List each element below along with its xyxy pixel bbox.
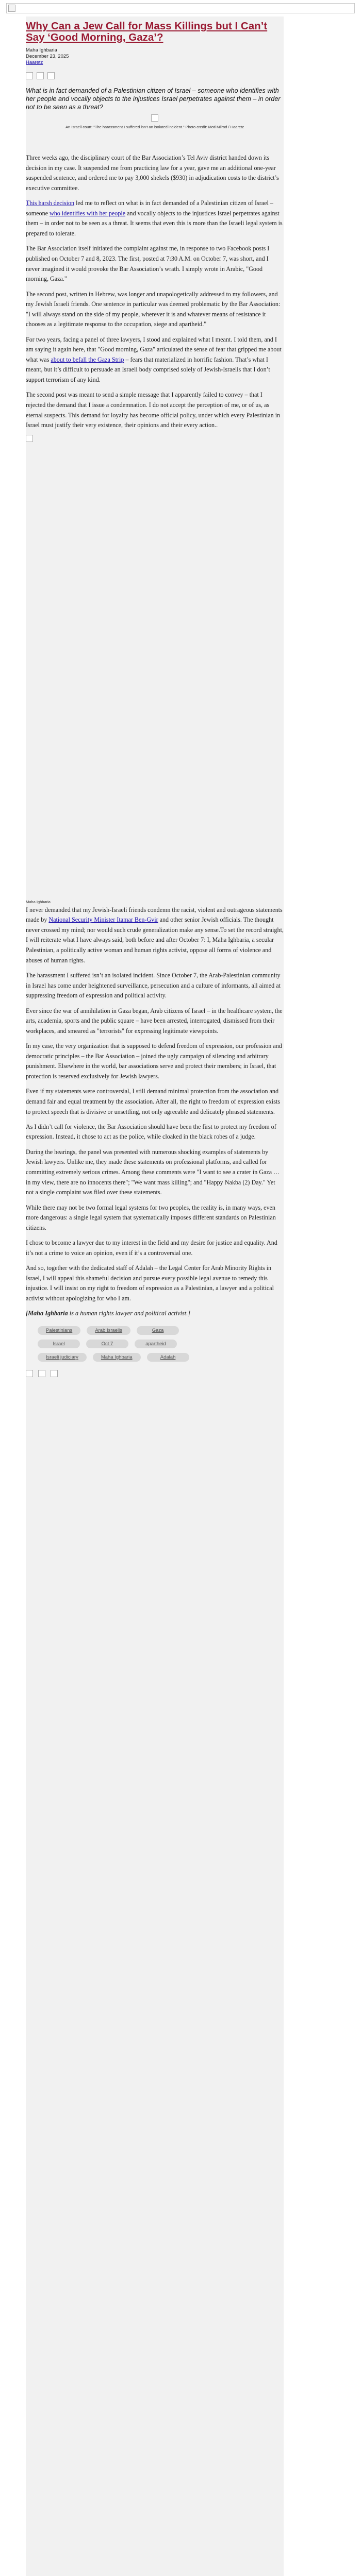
paragraph: As I didn’t call for violence, the Bar Association should have been the first to protect my freedom of expression. Instead, it chose to act as the police, while cloaked in the black robes of a judge. bbox=[26, 1123, 276, 1141]
share-facebook-icon[interactable] bbox=[26, 72, 33, 79]
tag-link[interactable]: Palestinians bbox=[38, 1326, 80, 1335]
inline-link[interactable]: This harsh decision bbox=[26, 199, 75, 207]
image-caption: An Israeli court: "The harassment I suffered isn't an isolated incident." Photo credit: Moti Milrod / Haaretz bbox=[65, 125, 244, 129]
broken-image-icon bbox=[151, 114, 158, 122]
share-facebook-icon[interactable] bbox=[26, 1370, 33, 1377]
article bbox=[26, 21, 284, 1377]
paragraph: For two years, facing a panel of three lawyers, I stood and explained what I meant. I told them, and I am saying it again here, that "Good morning, Gaza" articulated the sense of fear that gripped me about what was about to befall the Gaza Strip – fears that materialized in horrific fashion. That’s what I meant, but it’s difficult to persuade an Israeli body comprised solely of Jewish-Israelis that I don’t support terrorism of any kind. bbox=[26, 335, 282, 384]
paragraph: In my case, the very organization that is supposed to defend freedom of expression, our profession and democratic principles – the Bar Association – joined the ugly campaign of silencing and arbitrary punishment. Elsewhere in the world, bar associations serve and protect their members; in Israel, that protection is reserved exclusively for Jewish lawyers. bbox=[26, 1042, 282, 1080]
article-deck: What is in fact demanded of a Palestinian citizen of Israel – someone who identifies with her people and vocally objects to the injustices Israel perpetrates against them – in order not to be seen as a threat? bbox=[26, 87, 281, 111]
inline-link[interactable]: National Security Minister Itamar Ben-Gvir bbox=[48, 916, 158, 924]
tag-link[interactable]: Gaza bbox=[137, 1326, 179, 1335]
paragraph: During the hearings, the panel was presented with numerous shocking examples of statements by Jewish lawyers. Unlike me, they made these statements on professional platforms, and called for committing extremely serious crimes. Among these comments were "I want to see a crater in Gaza … in my view, there are no innocents there"; "We want mass killing"; and "Happy Nakba (2) Day." Yet not a single complaint was filed over these statements. bbox=[26, 1148, 280, 1196]
share-icons bbox=[26, 72, 284, 79]
outlet-link[interactable]: Haaretz bbox=[26, 60, 43, 65]
inline-link[interactable]: about to befall the Gaza Strip bbox=[51, 355, 124, 363]
broken-image-icon bbox=[26, 435, 33, 442]
author-photo bbox=[26, 435, 284, 899]
broken-image-icon bbox=[8, 5, 15, 12]
paragraph: While there may not be two formal legal systems for two peoples, the reality is, in many ways, even more dangerous: a single legal system that systematically imposes different standards on Palestinian citizens. bbox=[26, 1204, 276, 1231]
paragraph: This harsh decision led me to reflect on what is in fact demanded of a Palestinian citizen of Israel – someone who identifies with her people and vocally objects to the injustices Israel perpetrates against them – in order not to be seen as a threat. It seems that even this is more than the Israeli legal system is prepared to tolerate. bbox=[26, 199, 283, 237]
paragraph: And so, together with the dedicated staff of Adalah – the Legal Center for Arab Minority Rights in Israel, I will appeal this shameful decision and pursue every possible legal avenue to remedy this injustice. I will insist on my right to freedom of expression as a Palestinian, a lawyer and a political activist without apologizing for who I am. bbox=[26, 1264, 274, 1302]
paragraph: The second post was meant to send a simple message that I apparently failed to convey – that I rejected the demand that I issue a condemnation. I do not accept the perception of me, or of us, as eternal suspects. This demand for loyalty has become official policy, under which every Palestinian in Israel must justify their very existence, their opinions and their every action.. bbox=[26, 391, 281, 429]
inline-link[interactable]: who identifies with her people bbox=[50, 209, 126, 217]
publish-date: December 23, 2025 bbox=[26, 54, 69, 59]
tag-link[interactable]: apartheid bbox=[135, 1340, 177, 1348]
share-email-icon[interactable] bbox=[51, 1370, 58, 1377]
paragraph: The second post, written in Hebrew, was longer and unapologetically addressed to my followers, and my Jewish Israeli friends. One sentence in particular was deemed problematic by the Bar Association: "I will always stand on the side of my people, wherever it is and whatever means of resistance it chooses as a legitimate response to the occupation, siege and apartheid." bbox=[26, 290, 281, 328]
paragraph: I never demanded that my Jewish-Israeli friends condemn the racist, violent and outrageous statements made by National Security Minister Itamar Ben-Gvir and other senior Jewish officials. The thought never crossed my mind; nor would such crude generalization make any sense.To set the record straight, I will reiterate what I have always said, both before and after October 7: I, Maha Ighbaria, a secular Palestinian, a politically active woman and human rights activist, oppose all forms of violence and abuses of human rights. bbox=[26, 906, 284, 964]
author: Maha Ighbaria bbox=[26, 47, 57, 53]
tag-list bbox=[38, 1326, 192, 1362]
tag-link[interactable]: Maha Ighbaria bbox=[93, 1353, 141, 1362]
byline bbox=[26, 47, 284, 66]
photo-caption: Maha Ighbaria bbox=[26, 899, 51, 904]
share-bluesky-icon[interactable] bbox=[38, 1370, 45, 1377]
header-image-bar bbox=[6, 3, 355, 13]
tag-link[interactable]: Adalah bbox=[147, 1353, 189, 1362]
paragraph: The harassment I suffered isn’t an isolated incident. Since October 7, the Arab-Palestinian community in Israel has come under heightened surveillance, persecution and a culture of informants, all aimed at suppressing freedom of expression and political activity. bbox=[26, 971, 281, 999]
footer-share-icons bbox=[26, 1370, 284, 1377]
lead-image bbox=[26, 114, 284, 129]
share-bluesky-icon[interactable] bbox=[37, 72, 44, 79]
author-bio: [Maha Ighbaria is a human rights lawyer and political activist.] bbox=[26, 1310, 191, 1317]
paragraph: The Bar Association itself initiated the complaint against me, in response to two Facebook posts I published on October 7 and 8, 2023. The first, posted at 7:30 A.M. on October 7, was short, and I never imagined it would provoke the Bar Association’s wrath. I simply wrote in Arabic, "Good morning, Gaza." bbox=[26, 245, 270, 283]
tag-link[interactable]: Oct 7 bbox=[86, 1340, 128, 1348]
share-email-icon[interactable] bbox=[47, 72, 55, 79]
tag-link[interactable]: Arab Israelis bbox=[87, 1326, 130, 1335]
paragraph: I chose to become a lawyer due to my interest in the field and my desire for justice and equality. And it’s not a crime to voice an opinion, even if it’s a controversial one. bbox=[26, 1239, 277, 1257]
tag-link[interactable]: Israel bbox=[38, 1340, 80, 1348]
paragraph: Even if my statements were controversial, I still demand minimal protection from the association and demand fair and equal treatment by the association. After all, the right to freedom of expression exists to protect speech that is divisive or unsettling, not only agreeable and delicately phrased statements. bbox=[26, 1088, 281, 1115]
article-body bbox=[26, 153, 284, 1304]
tag-link[interactable]: Israeli judiciary bbox=[38, 1353, 87, 1362]
paragraph: Ever since the war of annihilation in Gaza began, Arab citizens of Israel – in the healthcare system, the arts, academia, sports and the public square – have been arrested, interrogated, dismissed from their workplaces, and smeared as "terrorists" for expressing legitimate viewpoints. bbox=[26, 1007, 283, 1035]
paragraph: Three weeks ago, the disciplinary court of the Bar Association’s Tel Aviv district handed down its decision in my case. It suspended me from practicing law for a year, gave me an additional one-year suspended sentence, and ordered me to pay 3,000 shekels ($930) in adjudication costs to the district’s executive committee. bbox=[26, 154, 279, 192]
article-title[interactable]: Why Can a Jew Call for Mass Killings but I Can’t Say ‘Good Morning, Gaza’? bbox=[26, 20, 268, 43]
